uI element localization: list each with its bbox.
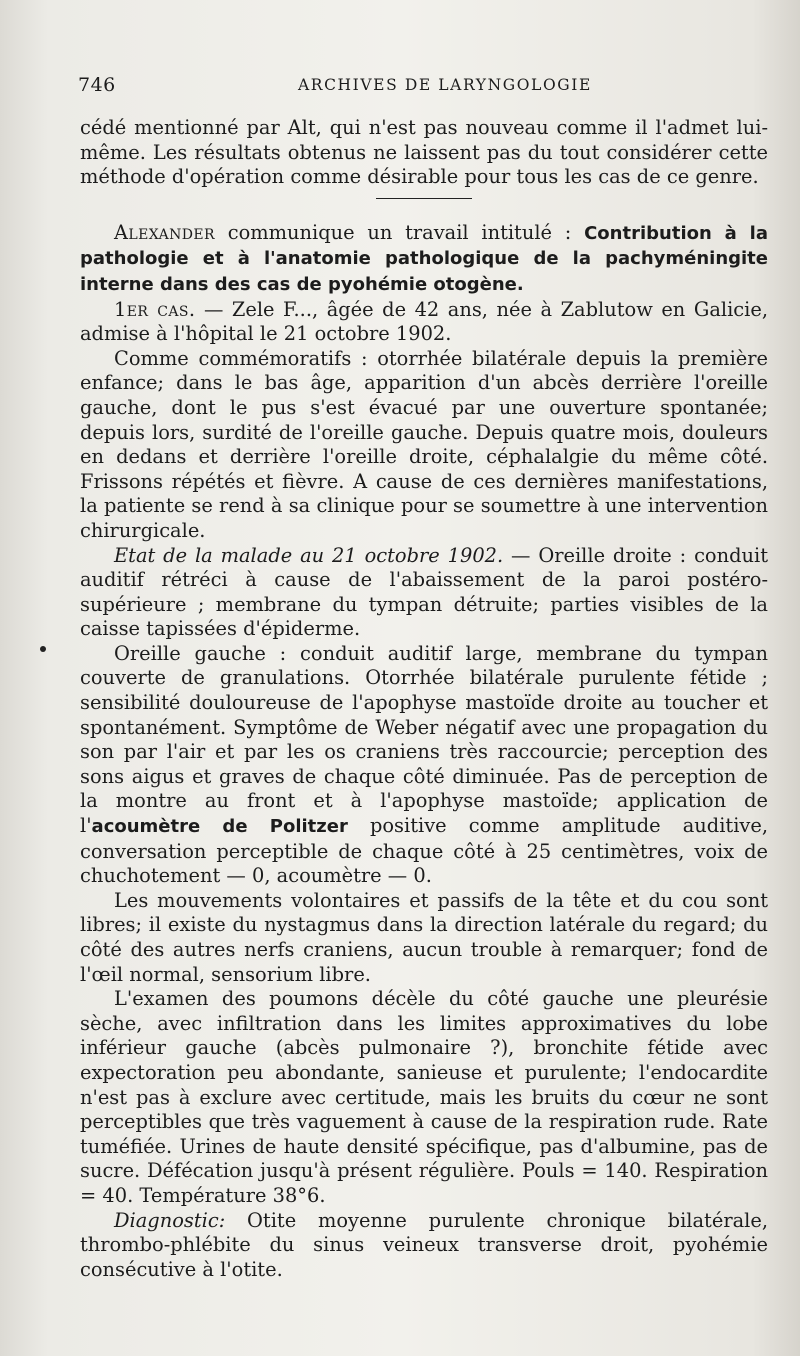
section-divider	[376, 198, 472, 199]
state-heading: Etat de la malade au 21 octobre 1902.	[114, 543, 504, 567]
left-ear-text: Oreille gauche : conduit auditif large, membrane du tympan couverte de granulations. Otorrhée bilatérale purulente fétide ; sensibilité douloureuse de l'apophyse mastoïde droite au toucher et spontanément. Symptôme de Weber négatif avec une propagation du son par l'air et par les os craniens très raccourcie; perception des sons aigus et graves de chaque côté diminuée. Pas de perception de la montre au front et à l'apophyse mastoïde; application de l'	[80, 641, 768, 838]
paragraph-history: Comme commémoratifs : otorrhée bilatérale depuis la première enfance; dans le bas âge, apparition d'un abcès derrière l'oreille gauche, dont le pus s'est évacué par une ouverture spontanée; depuis lors, surdité de l'oreille gauche. Depuis quatre mois, douleurs en dedans et derrière l'oreille droite, céphalalgie du même côté. Frissons répétés et fièvre. A cause de ces dernières manifestations, la patiente se rend à sa clinique pour se soumettre à une intervention chirurgicale.	[80, 346, 768, 542]
paragraph-state	[80, 544, 768, 642]
state-right-ear: — Oreille droite : conduit auditif rétréci à cause de l'abaissement de la paroi postéro-supérieure ; membrane du tympan détruite; parties visibles de la caisse tapissées d'épiderme.	[80, 543, 768, 641]
paragraph-left-ear	[80, 642, 768, 889]
page-number: 746	[78, 74, 116, 96]
page-body	[80, 116, 768, 1282]
diagnosis-text: Otite moyenne purulente chronique bilatérale, thrombo-phlébite du sinus veineux transverse droit, pyohémie consécutive à l'otite.	[80, 1208, 768, 1281]
paragraph-communication	[80, 221, 768, 298]
communication-intro: communique un travail intitulé :	[214, 220, 585, 244]
paper-title: Contribution à la pathologie et à l'anatomie pathologique de la pachyméningite interne dans des cas de pyohémie otogène.	[80, 222, 768, 295]
page-header	[78, 74, 748, 102]
diagnosis-label: Diagnostic:	[114, 1208, 226, 1232]
case-label: 1er cas.	[114, 297, 196, 321]
paragraph-diagnosis	[80, 1209, 768, 1283]
case-intro: — Zele F..., âgée de 42 ans, née à Zablutow en Galicie, admise à l'hôpital le 21 octobre 1902.	[80, 297, 768, 346]
paragraph-movements: Les mouvements volontaires et passifs de la tête et du cou sont libres; il existe du nystagmus dans la direction latérale du regard; du côté des autres nerfs craniens, aucun trouble à remarquer; fond de l'œil normal, sensorium libre.	[80, 888, 768, 986]
acoumeter-term: acoumètre de Politzer	[91, 816, 348, 838]
paragraph-continued: cédé mentionné par Alt, qui n'est pas nouveau comme il l'admet lui-même. Les résultats obtenus ne laissent pas du tout considérer cette méthode d'opération comme désirable pour tous les cas de ce genre.	[80, 116, 768, 189]
running-title: ARCHIVES DE LARYNGOLOGIE	[298, 76, 592, 94]
paragraph-case-one	[80, 298, 768, 347]
left-ear-text-end: positive comme amplitude auditive, conversation perceptible de chaque côté à 25 centimètres, voix de chuchotement — 0, acoumètre — 0.	[80, 814, 768, 888]
author-name: Alexander	[114, 220, 215, 244]
paragraph-lungs: L'examen des poumons décèle du côté gauche une pleurésie sèche, avec infiltration dans les limites approximatives du lobe inférieur gauche (abcès pulmonaire ?), bronchite fétide avec expectoration peu abondante, sanieuse et purulente; l'endocardite n'est pas à exclure avec certitude, mais les bruits du cœur ne sont perceptibles que très vaguement à cause de la respiration rude. Rate tuméfiée. Urines de haute densité spécifique, pas d'albumine, pas de sucre. Défécation jusqu'à présent régulière. Pouls = 140. Respiration = 40. Température 38°6.	[80, 987, 768, 1207]
margin-mark-icon	[40, 646, 46, 652]
